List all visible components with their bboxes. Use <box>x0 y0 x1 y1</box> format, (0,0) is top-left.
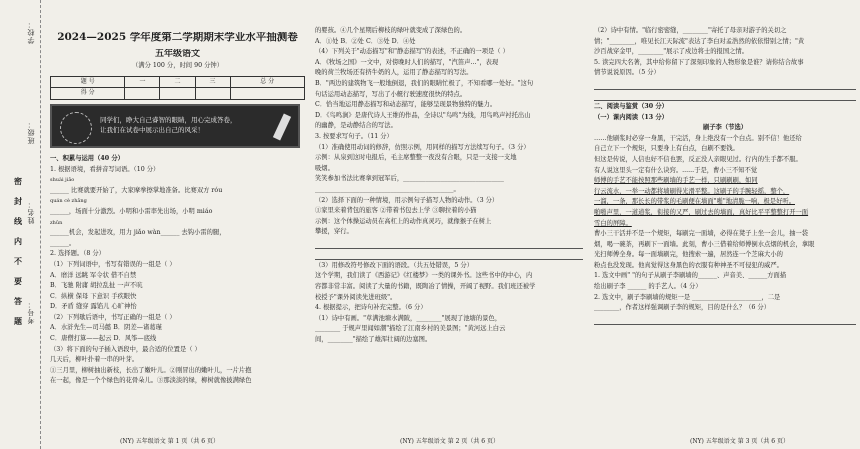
passage-line: 但这是传说，人信也好不信也罢，反正没人亲眼见过。行内的生手都不服。 <box>594 155 802 163</box>
answer-line[interactable]: 笑笑参加书法比赛拿到冠军后，________________________________ <box>315 175 504 183</box>
question-line: 2. 选文中，刷子李刷墙的规矩一是 ______________________，二是 <box>594 293 781 301</box>
question-line: 沙百战穿金甲，________"展示了戍边将士的报国之情。 <box>594 48 749 56</box>
example-line: 示例：从泉到这时电报后，毛主席整整一夜没有合眼，只是一支接一支地 <box>315 154 517 162</box>
answer-line[interactable]: ____________________________________________。 <box>315 185 460 193</box>
question-line: 2. 选择题。（8 分） <box>50 250 105 258</box>
passage-line: 曹小三干活并不是一个规矩，每刷完一面墙，必得在凳子上坐一会儿，抽一袋 <box>594 230 809 238</box>
question-line: ________ 于规声里闻如潮"描绘了江南乡村的美景图；"黄河远上白云 <box>315 325 506 333</box>
margin-label-class: 班级： <box>27 120 35 144</box>
underlined-passage-line: 一溜，一条，那长长的带浆的毛刷便在墙面"啪"地清脆一响，极是好听。 <box>594 198 795 206</box>
score-cell[interactable] <box>230 88 304 100</box>
pinyin-line: quán cè zhǎng <box>50 198 87 205</box>
underlined-passage-line: 行云流水，一举一动都将墙刷得光滑平整。这刷子的手腕轻摇，整个， <box>594 187 790 195</box>
seal-char: 答 <box>14 296 22 306</box>
question-line: （4）下列关于"动态描写"和"静态描写"的表述，不正确的一项是（ ） <box>315 48 509 56</box>
seal-char: 题 <box>14 316 22 326</box>
margin-label-id: 考号： <box>27 300 35 324</box>
exam-title: 2024—2025 学年度第二学期期末学业水平抽测卷 <box>57 32 298 43</box>
margin-label-school: 学校： <box>27 20 35 44</box>
passage-line: 在一起，像是一个个绿色的花骨朵儿。③那淡淡的绿，柳树就像披满绿色 <box>50 377 252 385</box>
underlined-passage-line: 啪啪声里，一道道浆，衔接的又严，刷过去的墙面，真好比平平整整打开一面 <box>594 208 809 216</box>
page-footer: (NY) 五年级语文 第 1 页（共 6 页） <box>120 438 219 445</box>
question-line: 情节说说原因。（5 分） <box>594 69 660 77</box>
score-header: 一 <box>125 76 160 88</box>
banner-line: 让我们在试卷中展示出自己的风采！ <box>100 125 204 134</box>
pinyin-line: zhǔn <box>50 219 63 226</box>
question-line: 绘出刷子李 ______ 的手艺人。（4 分） <box>594 283 702 291</box>
page-footer: (NY) 五年级语文 第 3 页（共 6 页） <box>690 438 789 445</box>
seal-char: 封 <box>14 196 22 206</box>
score-header: 总 分 <box>230 76 304 88</box>
passage-line: 自己立下一个规矩，只要身上有白点，白刷不要钱。 <box>594 145 739 153</box>
question-line: 5. 读完四大名著，其中给你留下了深刻印象的人物形象是谁？请你结合故事 <box>594 58 804 66</box>
passage-line: ①三月里，柳树抽出新枝，长出了嫩叶儿。②刚冒出的嫩叶儿，一片片抱 <box>50 366 252 374</box>
passage-line: 光扫师傅全身。每一面墙刷完，他搜索一遍，居然连一个芝麻大小的 <box>594 251 783 259</box>
seal-char: 不 <box>14 256 22 266</box>
exam-meta: （满分 100 分，时间 90 分钟） <box>131 62 223 70</box>
question-line: （2）诗中有情。"临行密密缝，________"寄托了母亲对游子的关切之 <box>594 27 787 34</box>
option-line: ①家里来着背包的旅客 ②带着书包去上学 ③聊拉着的小猫 <box>315 207 477 215</box>
binding-margin <box>0 0 41 449</box>
question-line: 4. 根据提示，把诗句补充完整。（6 分） <box>315 304 427 312</box>
option-line: C．纵横 保母 下意识 手疾眼快 <box>50 292 137 300</box>
section-heading: 二、阅读与鉴赏（30 分） <box>594 102 668 110</box>
option-line: A．《牧场之国》一文中，对傍晚时人们的描写，"汽笛声..."，表现 <box>315 58 499 66</box>
score-table <box>50 76 305 100</box>
score-cell[interactable] <box>125 88 160 100</box>
question-line: （3）将下面的句子插入语段中，最合适的位置是（ ） <box>50 345 201 353</box>
page-1-column <box>50 26 305 387</box>
option-line: C．唐僧打算——起云 D．风筝—底线 <box>50 335 157 343</box>
option-line: 的幽静，是动静结合的写法。 <box>315 122 397 130</box>
underlined-passage-line: 师傅的手艺不能按照那些刷墙的手艺一样，只刷刷刷，如同 <box>594 177 758 185</box>
encouragement-banner <box>50 104 300 148</box>
example-line: 吸烟。 <box>315 164 334 172</box>
seal-char: 要 <box>14 276 22 286</box>
passage-title: 刷子李（节选） <box>702 124 748 132</box>
answer-line[interactable] <box>315 239 583 249</box>
option-line: A．磨洋 远眺 军令状 借不自禁 <box>50 271 137 279</box>
passage-line: 的婴孩。④几个星期后柳枝的绿叶就变成了深绿色的。 <box>315 27 467 34</box>
answer-line[interactable] <box>594 80 856 90</box>
question-line: （3）用修改符号修改下面的语段。（共五处错误，5 分） <box>315 261 473 269</box>
question-line: （1）下列词语中，书写有错误的一组是（ ） <box>50 260 176 268</box>
question-line: （1）准确使用动词的修辞，仿照示例，用同样的描写方法续写句子。（3 分） <box>315 143 530 151</box>
passage-line: 烟，喝一碗茶，再刷下一面墙。此刻，曹小三借着给师傅倒水点烟的机会，拿眼 <box>594 240 815 248</box>
option-line: D．矛盾 缝穿 露馅儿 心旷神怡 <box>50 303 137 311</box>
option-line: B．"两边的建筑物飞一般地倒退，我们的眼睛忙极了，不知看哪一处好。"这句 <box>315 79 534 87</box>
decorative-circle-icon <box>60 112 92 144</box>
option-line: 句话运用动态描写，写出了小艇行驶速度很快的特点。 <box>315 90 467 98</box>
passage-line: ……他刷浆时必穿一身黑，干完活，身上绝没有一个白点。别不信！他还给 <box>594 134 802 142</box>
question-line: 1. 选文中画" "的句子从刷子李刷墙的______、声音美、______方面描 <box>594 272 787 280</box>
option-line: A．①处 B．②处 C．③处 D．④处 <box>315 37 416 45</box>
underlined-passage-line: 雪白的屏障。 <box>594 219 632 227</box>
seal-char: 密 <box>14 176 22 186</box>
page-2-column <box>315 26 583 346</box>
subsection-heading: （一）课内阅读（13 分） <box>594 113 668 121</box>
passage-line: 这个学期，我们读了《西游记》《红楼梦》一类的课外书。这些书中的中心，内 <box>315 272 533 280</box>
question-line: ______。 <box>50 239 76 247</box>
section-heading: 一、积累与运用（40 分） <box>50 154 124 162</box>
answer-line[interactable] <box>315 250 583 260</box>
option-line: A．水浒先生—司马懿 B．阴差—诸葛瑾 <box>50 324 162 332</box>
question-line: 间，________"描绘了雄浑壮阔的边塞图。 <box>315 336 432 344</box>
page-footer: (NY) 五年级语文 第 2 页（共 6 页） <box>400 438 499 445</box>
score-header: 题 号 <box>51 76 125 88</box>
question-line: （1）诗中有画。"草满池塘水满陂，________"展现了池塘的景色， <box>315 314 502 322</box>
option-line: B．飞驰 附庸 胡拉乱扯 一声不吭 <box>50 282 143 290</box>
passage-line: 容都非常丰富。阅读了大量的书籍，既陶冶了情操，开阔了视野。我们班还被学 <box>315 283 536 291</box>
passage-line: 校授予"课外阅读先进班级"。 <box>315 293 397 301</box>
score-cell[interactable] <box>160 88 195 100</box>
question-line: ______，场面十分激烈。小明和小雷率先出场，小明 miáo <box>50 207 213 215</box>
score-cell[interactable] <box>195 88 230 100</box>
answer-line[interactable] <box>594 91 856 101</box>
question-line: ______机会，发起进攻，用力 jiǎo wàn______ 去钩小雷的腿， <box>50 229 226 237</box>
seal-char: 线 <box>14 216 22 226</box>
option-line: D．《鸟鸣涧》是唐代诗人王维的作品，全诗以"鸟鸣"为线，用鸟鸣声衬托出山 <box>315 111 531 119</box>
question-line: 几天后，柳叶扑着一串的叶芽。 <box>50 356 139 364</box>
answer-line[interactable] <box>594 315 856 325</box>
question-line: （2）选择下面的一种情境，用示例句子描写人物的动作。（3 分） <box>315 196 499 204</box>
question-line: ______ 比赛就要开始了，大家摩拳擦掌地准备。比赛双方 róu <box>50 186 223 194</box>
margin-label-name: 姓名： <box>27 200 35 224</box>
option-line: 晚的荷兰牧场还有挤牛奶的人，运用了静态描写的写法。 <box>315 69 473 77</box>
example-line: 示例：这个体操运动员在高杠上的动作真灵巧，就像猴子在树上 <box>315 217 492 225</box>
question-line: 1. 根据语境，看拼音写词语。（10 分） <box>50 165 160 173</box>
score-row-label: 得 分 <box>51 88 125 100</box>
score-header: 二 <box>160 76 195 88</box>
pinyin-line: shuài jiǎo <box>50 177 75 184</box>
question-line: ________，作者这样强调刷子李的规矩，目的是什么？（6 分） <box>594 304 771 312</box>
subject-title: 五年级语文 <box>154 48 200 59</box>
score-header: 三 <box>195 76 230 88</box>
option-line: C．恰当地运用静态描写和动态描写，能够呈现景物独特的魅力。 <box>315 101 497 109</box>
seal-char: 内 <box>14 236 22 246</box>
question-line: （2）下列歇后语中，书写正确的一组是（ ） <box>50 313 176 321</box>
passage-line: 粉点也没发现。他真觉得这身黑色的衣服有种神圣不可侵犯的威严。 <box>594 261 783 269</box>
question-line: 3. 按要求写句子。（11 分） <box>315 132 393 140</box>
question-line: 情；"________，唯见长江天际流"表达了李白对孟浩然的依依惜别之情；"黄 <box>594 37 805 45</box>
page-3-column <box>594 26 856 326</box>
passage-line: 有人说这里头一定有什么诀窍。......于是，曹小三不知不觉 <box>594 166 758 174</box>
example-line: 攀援，穿行。 <box>315 228 353 236</box>
banner-line: 同学们，睁大自己睿智的眼睛，用心完成答卷， <box>100 115 237 124</box>
